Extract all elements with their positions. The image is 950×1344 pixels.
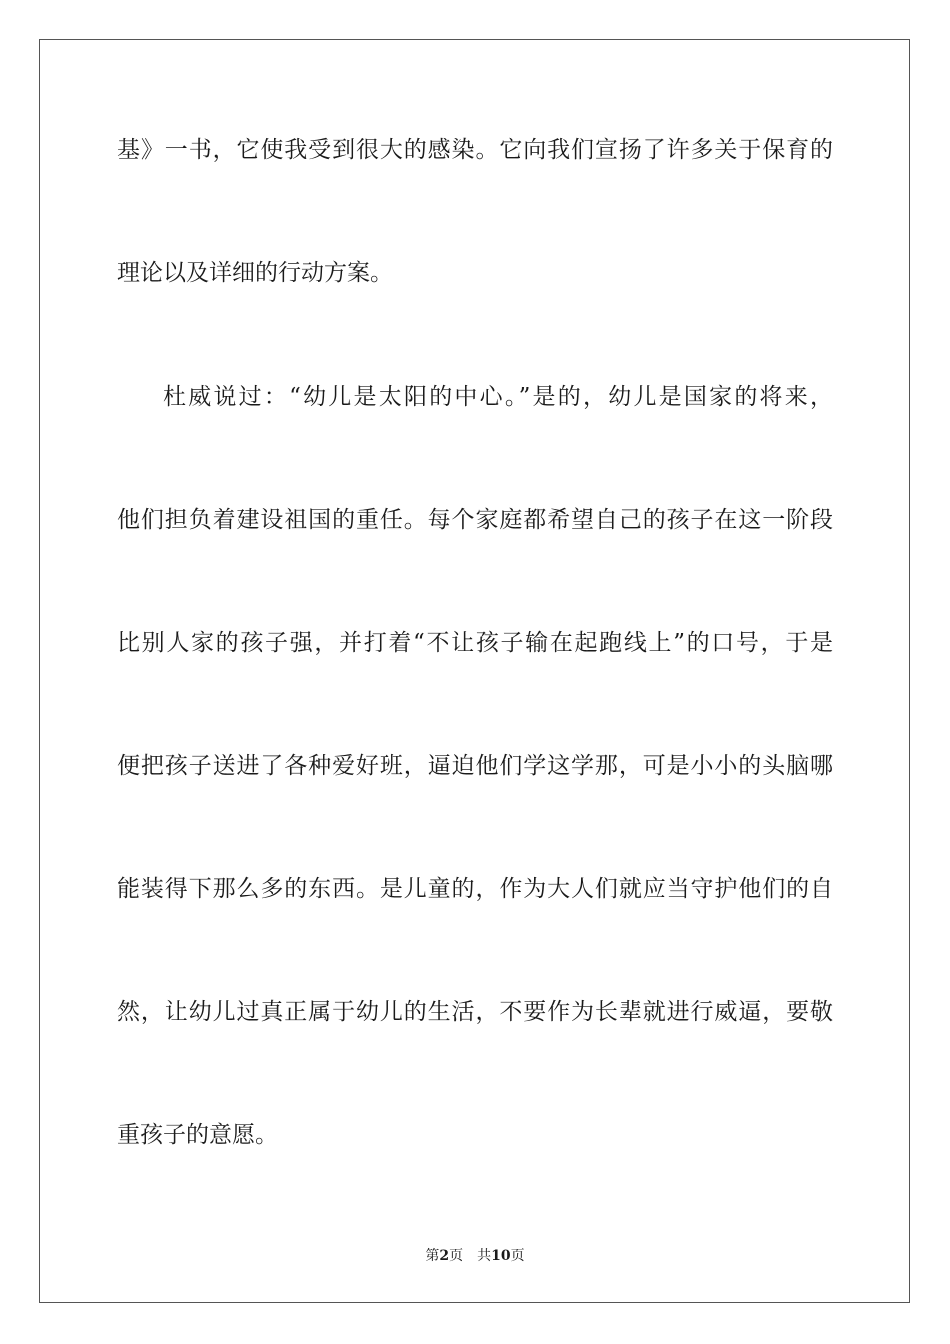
body-text-line-2: 理论以及详细的行动方案。 [117,260,393,286]
body-text-line-8: 然，让幼儿过真正属于幼儿的生活，不要作为长辈就进行威逼，要敬 [117,999,833,1025]
footer-total-prefix: 共 [477,1248,492,1264]
footer-total-pages: 10 [491,1248,511,1264]
body-text-line-9: 重孩子的意愿。 [117,1122,278,1148]
body-text-line-6: 便把孩子送进了各种爱好班，逼迫他们学这学那，可是小小的头脑哪 [117,753,833,779]
footer-total-suffix: 页 [510,1248,525,1264]
footer-page-prefix: 第 [425,1248,440,1264]
body-text-line-1: 基》一书，它使我受到很大的感染。它向我们宣扬了许多关于保育的 [117,137,833,163]
page-frame [39,39,910,1303]
body-text-line-4: 他们担负着建设祖国的重任。每个家庭都希望自己的孩子在这一阶段 [117,507,833,533]
body-text-line-3: 杜威说过：“幼儿是太阳的中心。”是的，幼儿是国家的将来， [163,384,833,410]
footer-page-number: 2 [439,1248,450,1264]
page-footer [0,1247,950,1265]
footer-page-suffix: 页 [449,1248,464,1264]
body-text-line-7: 能装得下那么多的东西。是儿童的，作为大人们就应当守护他们的自 [117,876,833,902]
body-text-line-5: 比别人家的孩子强，并打着“不让孩子输在起跑线上”的口号，于是 [117,630,833,656]
